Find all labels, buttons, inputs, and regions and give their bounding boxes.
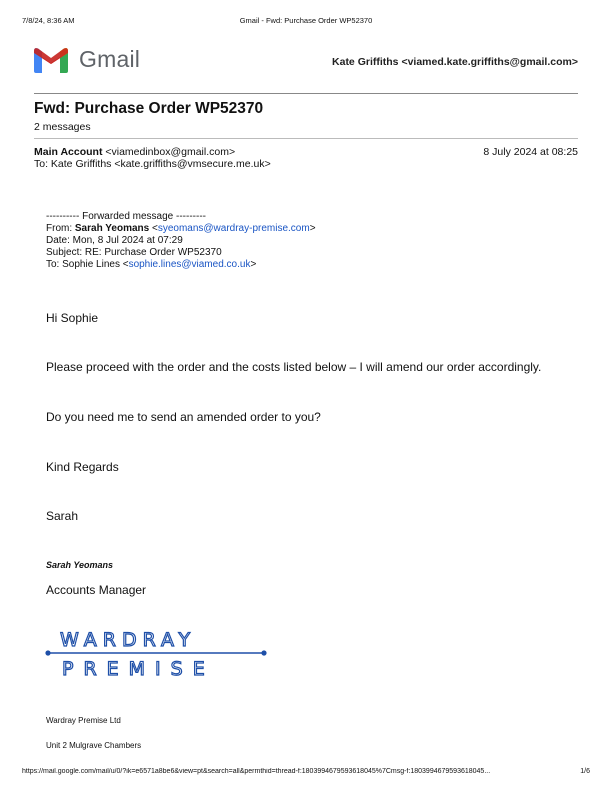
forwarded-from-label: From: — [46, 223, 75, 234]
body-closing: Kind Regards — [46, 460, 119, 474]
logo-wordmark-top: WARDRAY — [60, 629, 197, 651]
signature-address: Unit 2 Mulgrave Chambers — [46, 741, 142, 750]
forwarded-from-close: > — [309, 223, 316, 234]
thread-subject: Fwd: Purchase Order WP52370 — [34, 100, 264, 117]
message-count: 2 messages — [34, 121, 91, 133]
body-paragraph-2: Do you need me to send an amended order to you? — [46, 410, 321, 424]
forwarded-to-email-link[interactable]: sophie.lines@viamed.co.uk — [128, 259, 251, 270]
print-page-title: Gmail - Fwd: Purchase Order WP52370 — [239, 16, 373, 25]
logo-line-dot-right — [261, 650, 266, 655]
message-sender — [34, 146, 235, 158]
print-datetime: 7/8/24, 8:36 AM — [22, 16, 75, 25]
print-footer-url: https://mail.google.com/mail/u/0/?ik=e6571a8be6&view=pt&search=all&permthid=thread-f:1803994679593618045%7Cmsg-f:1803994679593618045... — [22, 768, 491, 775]
gmail-wordmark: Gmail — [79, 46, 141, 72]
wardray-premise-logo — [44, 625, 274, 681]
account-owner: Kate Griffiths <viamed.kate.griffiths@gmail.com> — [332, 56, 578, 68]
forwarded-to-close: > — [250, 259, 257, 270]
forwarded-to-label: To: Sophie Lines < — [46, 259, 129, 270]
subject-divider — [34, 138, 578, 139]
forwarded-date: Date: Mon, 8 Jul 2024 at 07:29 — [46, 235, 183, 246]
gmail-logo-icon — [34, 47, 68, 73]
sender-name: Main Account — [34, 146, 103, 158]
body-signoff: Sarah — [46, 509, 79, 523]
signature-company: Wardray Premise Ltd — [46, 716, 121, 725]
header-divider — [34, 93, 578, 94]
body-greeting: Hi Sophie — [46, 311, 99, 325]
body-paragraph-1: Please proceed with the order and the costs listed below – I will amend our order accordingly. — [46, 360, 542, 374]
signature-title: Accounts Manager — [46, 583, 147, 597]
forwarded-from — [46, 223, 316, 235]
forwarded-from-open: < — [149, 223, 158, 234]
message-recipient: To: Kate Griffiths <kate.griffiths@vmsecure.me.uk> — [34, 158, 271, 170]
message-date: 8 July 2024 at 08:25 — [483, 146, 578, 158]
forwarded-to — [46, 259, 256, 271]
signature-name: Sarah Yeomans — [46, 560, 114, 570]
forwarded-subject: Subject: RE: Purchase Order WP52370 — [46, 247, 222, 258]
logo-line-dot-left — [45, 650, 50, 655]
sender-email: <viamedinbox@gmail.com> — [102, 146, 236, 158]
print-page-number: 1/6 — [580, 768, 590, 775]
forwarded-divider: ---------- Forwarded message --------- — [46, 211, 206, 222]
forwarded-from-name: Sarah Yeomans — [74, 223, 150, 234]
forwarded-from-email-link[interactable]: syeomans@wardray-premise.com — [157, 223, 310, 234]
logo-wordmark-bottom: PREMISE — [62, 658, 215, 680]
